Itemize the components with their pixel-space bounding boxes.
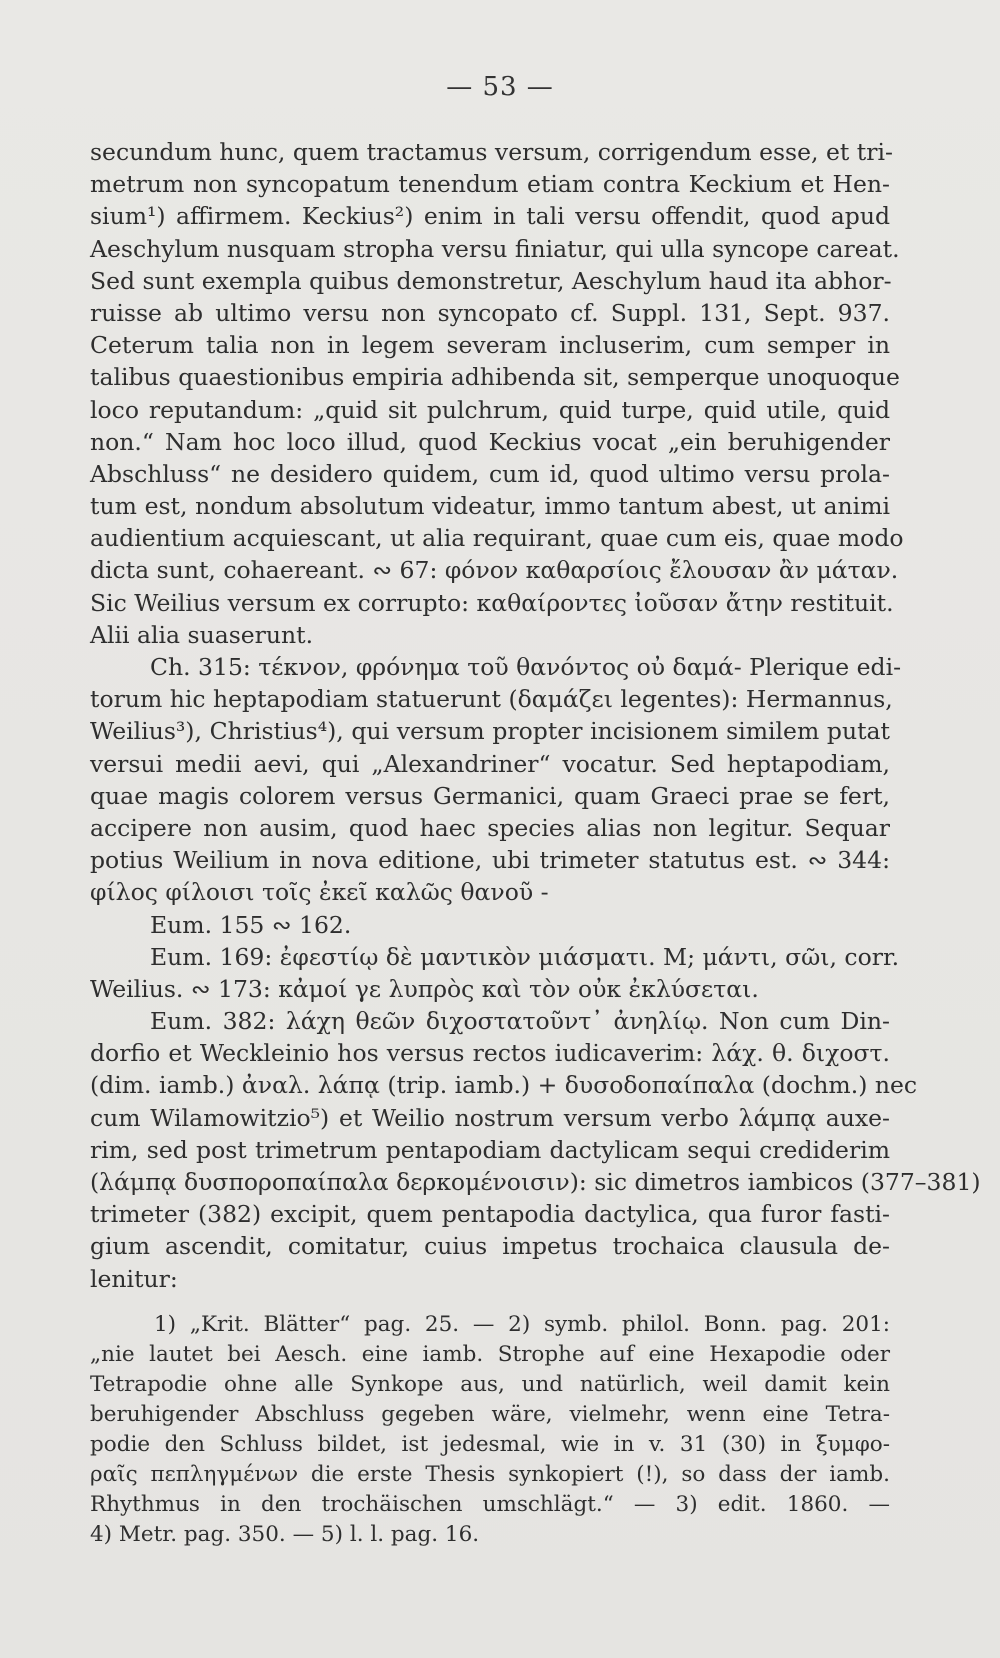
text-line: secundum hunc, quem tractamus versum, corrigendum esse, et tri- xyxy=(90,138,893,166)
text-line: non.“ Nam hoc loco illud, quod Keckius vocat „ein beruhigender xyxy=(90,427,890,456)
footnote-line: ραῖς πεπληγμένων die erste Thesis synkopiert (!), so dass der iamb. xyxy=(90,1462,890,1487)
footnote-line: Tetrapodie ohne alle Synkope aus, und natürlich, weil damit kein xyxy=(90,1372,890,1397)
text-line: gium ascendit, comitatur, cuius impetus trochaica clausula de- xyxy=(90,1232,890,1261)
text-line: φίλος φίλοισι τοῖς ἐκεῖ καλῶς θανοῦ - xyxy=(90,878,549,907)
footnote-line: 4) Metr. pag. 350. — 5) l. l. pag. 16. xyxy=(90,1522,480,1547)
text-line: talibus quaestionibus empiria adhibenda sit, semperque unoquoque xyxy=(90,363,900,392)
footnote-line: beruhigender Abschluss gegeben wäre, vielmehr, wenn eine Tetra- xyxy=(90,1402,890,1427)
text-line: tum est, nondum absolutum videatur, immo tantum abest, ut animi xyxy=(90,492,890,521)
text-line: Eum. 169: ἐφεστίῳ δὲ μαντικὸν μιάσματι. M; μάντι, σῶι, corr. xyxy=(150,942,900,971)
text-line: Weilius. ∾ 173: κἀμοί γε λυπρὸς καὶ τὸν οὐκ ἐκλύσεται. xyxy=(90,974,759,1003)
text-line: Abschluss“ ne desidero quidem, cum id, quod ultimo versu prola- xyxy=(90,459,890,488)
text-line: Sic Weilius versum ex corrupto: καθαίροντες ἰοῦσαν ἄτην restituit. xyxy=(90,588,894,617)
text-line: ruisse ab ultimo versu non syncopato cf. Suppl. 131, Sept. 937. xyxy=(90,298,890,327)
text-line: Ch. 315: τέκνον, φρόνημα τοῦ θανόντος οὐ δαμά- Plerique edi- xyxy=(150,653,902,681)
text-line: lenitur: xyxy=(90,1264,178,1293)
text-line: (dim. iamb.) ἀναλ. λάπᾳ (trip. iamb.) + δυσοδοπαίπαλα (dochm.) nec xyxy=(90,1071,918,1100)
text-line: accipere non ausim, quod haec species alias non legitur. Sequar xyxy=(90,813,890,842)
footnotes xyxy=(90,1310,890,1550)
main-text xyxy=(90,136,981,1295)
text-line: Weilius³), Christius⁴), qui versum propter incisionem similem putat xyxy=(90,717,890,746)
page-number: — 53 — xyxy=(446,72,554,102)
text-line: dorfio et Weckleinio hos versus rectos iudicaverim: λάχ. θ. διχοστ. xyxy=(90,1039,890,1068)
text-line: quae magis colorem versus Germanici, quam Graeci prae se fert, xyxy=(90,781,890,810)
text-line: trimeter (382) excipit, quem pentapodia dactylica, qua furor fasti- xyxy=(90,1200,890,1229)
text-line: Alii alia suaserunt. xyxy=(90,620,314,649)
text-line: cum Wilamowitzio⁵) et Weilio nostrum versum verbo λάμπᾳ auxe- xyxy=(90,1103,890,1132)
text-line: versui medii aevi, qui „Alexandriner“ vocatur. Sed heptapodiam, xyxy=(90,749,890,778)
text-line: dicta sunt, cohaereant. ∾ 67: φόνον καθαρσίοις ἔλουσαν ἂν μάταν. xyxy=(90,556,899,585)
text-line: potius Weilium in nova editione, ubi trimeter statutus est. ∾ 344: xyxy=(90,846,890,875)
footnote-line: 1) „Krit. Blätter“ pag. 25. — 2) symb. philol. Bonn. pag. 201: xyxy=(154,1312,890,1337)
text-line: Ceterum talia non in legem severam incluserim, cum semper in xyxy=(90,331,890,360)
text-line: metrum non syncopatum tenendum etiam contra Keckium et Hen- xyxy=(90,170,890,199)
text-line: audientium acquiescant, ut alia requirant, quae cum eis, quae modo xyxy=(90,524,904,553)
footnote-line: Rhythmus in den trochäischen umschlägt.“ — 3) edit. 1860. — xyxy=(90,1492,890,1517)
text-line: torum hic heptapodiam statuerunt (δαμάζει legentes): Hermannus, xyxy=(90,685,893,714)
text-line: sium¹) affirmem. Keckius²) enim in tali versu offendit, quod apud xyxy=(90,202,890,231)
footnote-line: podie den Schluss bildet, ist jedesmal, wie in v. 31 (30) in ξυμφο- xyxy=(90,1432,890,1457)
text-line: loco reputandum: „quid sit pulchrum, quid turpe, quid utile, quid xyxy=(90,395,890,424)
text-line: Eum. 155 ∾ 162. xyxy=(150,910,352,939)
text-line: rim, sed post trimetrum pentapodiam dactylicam sequi crediderim xyxy=(90,1135,890,1164)
text-line: Sed sunt exempla quibus demonstretur, Aeschylum haud ita abhor- xyxy=(90,266,892,295)
text-line: (λάμπᾳ δυσποροπαίπαλα δερκομένοισιν): sic dimetros iambicos (377–381) xyxy=(90,1168,981,1196)
text-line: Eum. 382: λάχη θεῶν διχοστατοῦντ᾽ ἀνηλίῳ. Non cum Din- xyxy=(150,1007,890,1036)
text-line: Aeschylum nusquam stropha versu finiatur, qui ulla syncope careat. xyxy=(90,234,900,263)
footnote-line: „nie lautet bei Aesch. eine iamb. Strophe auf eine Hexapodie oder xyxy=(90,1342,890,1367)
